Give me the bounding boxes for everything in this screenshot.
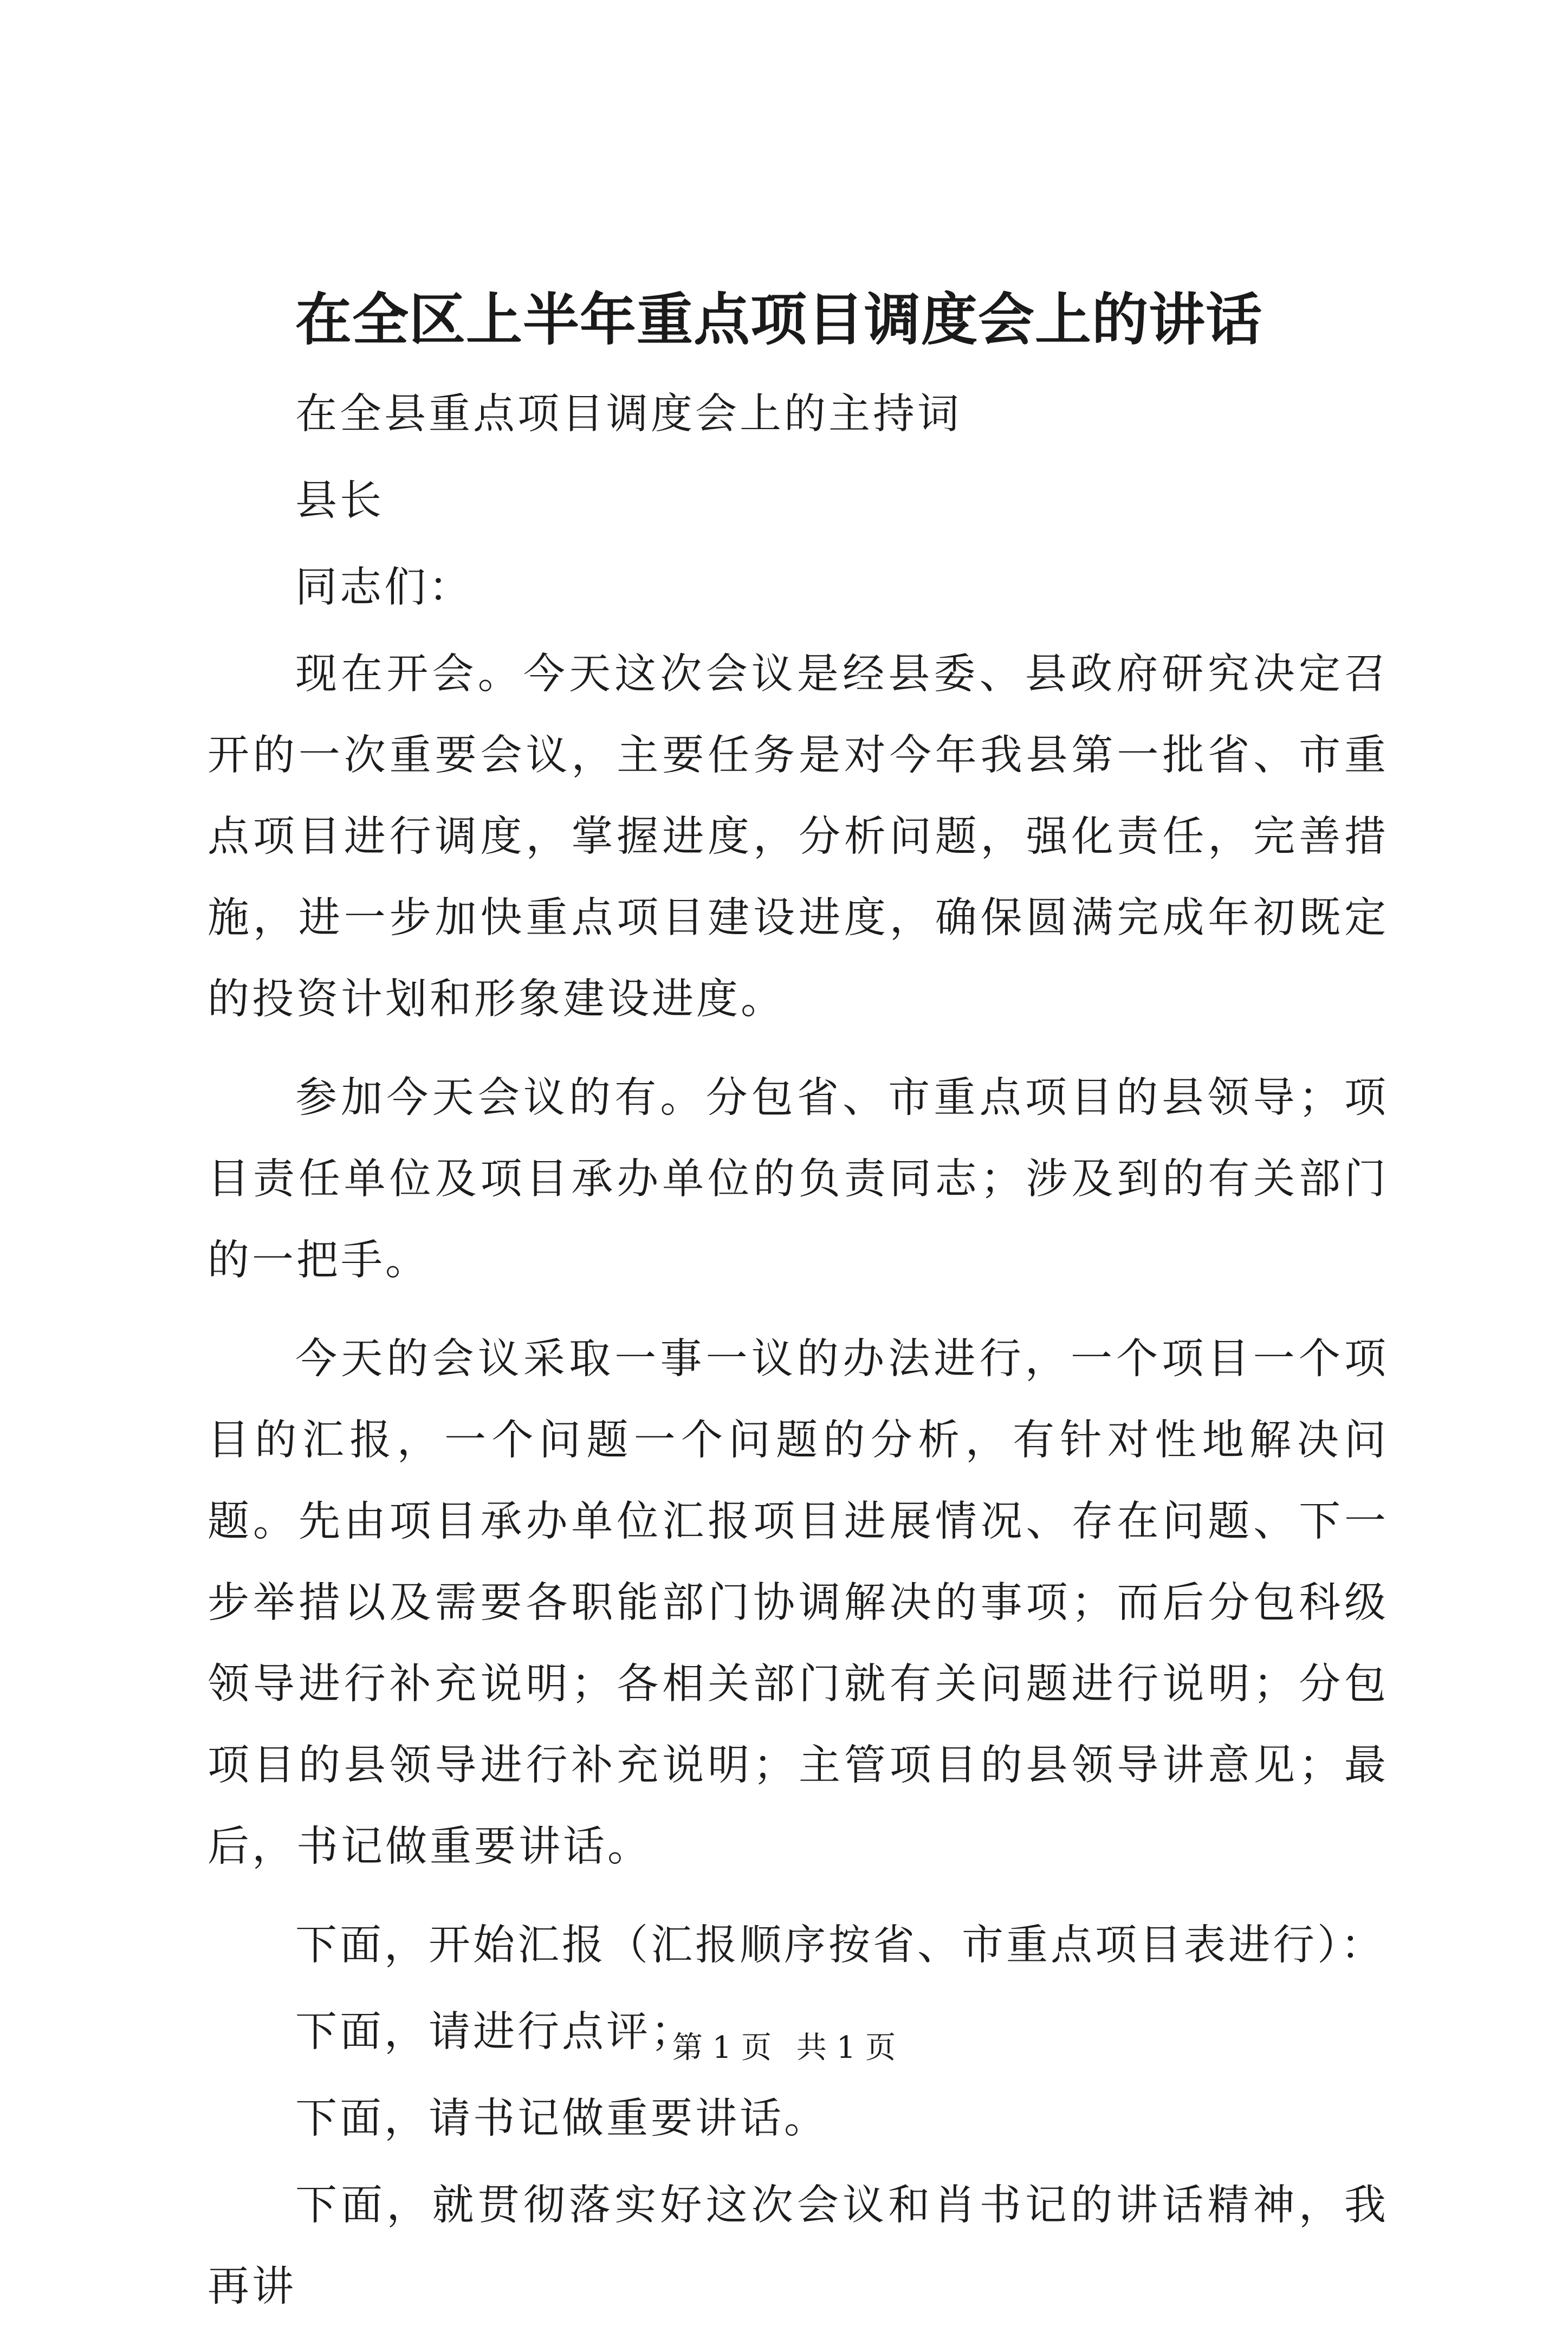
- paragraph-salutation: 同志们：: [295, 563, 473, 612]
- paragraph-comment: 下面，请进行点评；: [295, 2008, 695, 2056]
- paragraph-report-start: 下面，开始汇报（汇报顺序按省、市重点项目表进行）：: [295, 1921, 1385, 1970]
- page-number: 第 1 页: [672, 2030, 772, 2065]
- paragraph-speech: 下面，请书记做重要讲话。: [295, 2095, 828, 2143]
- paragraph-closing: 下面，就贯彻落实好这次会议和肖书记的讲话精神，我再讲: [208, 2181, 1389, 2311]
- paragraph-opening: 现在开会。今天这次会议是经县委、县政府研究决定召开的一次重要会议，主要任务是对今年我县第一批省、市重点项目进行调度，掌握进度，分析问题，强化责任，完善措施，进一步加快重点项目建设进度，确保圆满完成年初既定的投资计划和形象建设进度。: [208, 650, 1389, 1023]
- paragraph-attendees: 参加今天会议的有。分包省、市重点项目的县领导；项目责任单位及项目承办单位的负责同志；涉及到的有关部门的一把手。: [208, 1074, 1389, 1285]
- document-title: 在全区上半年重点项目调度会上的讲话: [295, 286, 1263, 353]
- paragraph-subtitle: 在全县重点项目调度会上的主持词: [295, 390, 962, 438]
- page-total: 共 1 页: [796, 2030, 896, 2065]
- page-footer: [0, 2029, 1568, 2067]
- paragraph-speaker: 县长: [295, 477, 384, 525]
- paragraph-procedure: 今天的会议采取一事一议的办法进行，一个项目一个项目的汇报，一个问题一个问题的分析，有针对性地解决问题。先由项目承办单位汇报项目进展情况、存在问题、下一步举措以及需要各职能部门协调解决的事项；而后分包科级领导进行补充说明；各相关部门就有关问题进行说明；分包项目的县领导进行补充说明；主管项目的县领导讲意见；最后，书记做重要讲话。: [208, 1335, 1389, 1871]
